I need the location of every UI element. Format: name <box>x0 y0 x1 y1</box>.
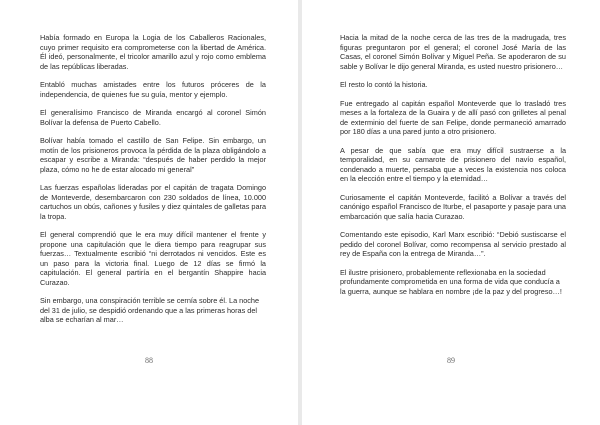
paragraph: El resto lo contó la historia. <box>340 80 428 89</box>
paragraph: Fue entregado al capitán español Monteverde que lo trasladó tres meses a la fortaleza de la Guaira y de allí pasó con grilletes al penal de exterminio del fuerte de san Felipe, donde permaneció amarrado por 180 días a una pared junto a otro prisionero. <box>340 98 566 136</box>
left-page <box>0 0 298 425</box>
paragraph: El general comprendió que le era muy difícil mantener el frente y propone una capitulación que le diera tiempo para reagrupar sus fuerzas… Textualmente escribió “ni derrotados ni vencidos. Este es un paso para la victoria final. Luego de 12 días se firmó la capitulación. El general partiría en el bergantín Shappire hacia Curazao. <box>40 230 266 287</box>
right-page <box>302 0 600 425</box>
page-number: 89 <box>447 356 455 365</box>
left-text-column <box>40 33 266 334</box>
paragraph: Curiosamente el capitán Monteverde, facilitó a Bolívar a través del canónigo español Francisco de Iturbe, el pasaporte y pasaje para una embarcación que salía hacia Curazao. <box>340 192 566 221</box>
paragraph: A pesar de que sabía que era muy difícil sustraerse a la temporalidad, en su camarote de prisionero del navío español, condenado a muerte, pensaba que a veces la existencia nos coloca en la elección entre el tiempo y la eternidad… <box>340 145 566 183</box>
page-number: 88 <box>145 356 153 365</box>
paragraph: Comentando este episodio, Karl Marx escribió: “Debió sustiscarse el pedido del coronel Bolívar, como recompensa al servicio prestado al rey de España con la entrega de Miranda…”. <box>340 230 566 258</box>
paragraph: Sin embargo, una conspiración terrible se cernía sobre él. La noche del 31 de julio, se despidió ordenando que a las primeras horas del alba se echarían al mar… <box>40 296 260 324</box>
paragraph: Había formado en Europa la Logia de los Caballeros Racionales, cuyo primer requisito era comprometerse con la libertad de América. Él ideó, personalmente, el tricolor amarillo azul y rojo como emblema de las repúblicas liberadas. <box>40 33 266 71</box>
paragraph: Hacia la mitad de la noche cerca de las tres de la madrugada, tres figuras preguntaron por el general; el coronel José María de las Casas, el coronel Simón Bolívar y Miguel Peña. Se apoderaron de su sable y Bolívar le dijo general Miranda, es usted nuestro prisionero… <box>340 33 566 71</box>
paragraph: Bolívar había tomado el castillo de San Felipe. Sin embargo, un motín de los prisioneros provoca la pérdida de la plaza obligándolo a escapar y escribe a Miranda: “después de haber perdido la mejor plaza, cómo no he de estar alocado mi general” <box>40 136 266 174</box>
paragraph: El generalísimo Francisco de Miranda encargó al coronel Simón Bolívar la defensa de Puerto Cabello. <box>40 108 266 127</box>
paragraph: El ilustre prisionero, probablemente reflexionaba en la sociedad profundamente comprometida en una forma de vida que conducía a la guerra, aunque se hablara en nombre ¡de la paz y del progreso…! <box>340 267 562 296</box>
paragraph: Entabló muchas amistades entre los futuros próceres de la independencia, de quienes fue su guía, mentor y ejemplo. <box>40 80 266 99</box>
right-text-column <box>340 33 566 305</box>
paragraph: Las fuerzas españolas lideradas por el capitán de tragata Domingo de Monteverde, desembarcaron con 230 soldados de línea, 10.000 cartuchos un obús, cañones y fusiles y diez quintales de galletas para la tropa. <box>40 183 266 221</box>
